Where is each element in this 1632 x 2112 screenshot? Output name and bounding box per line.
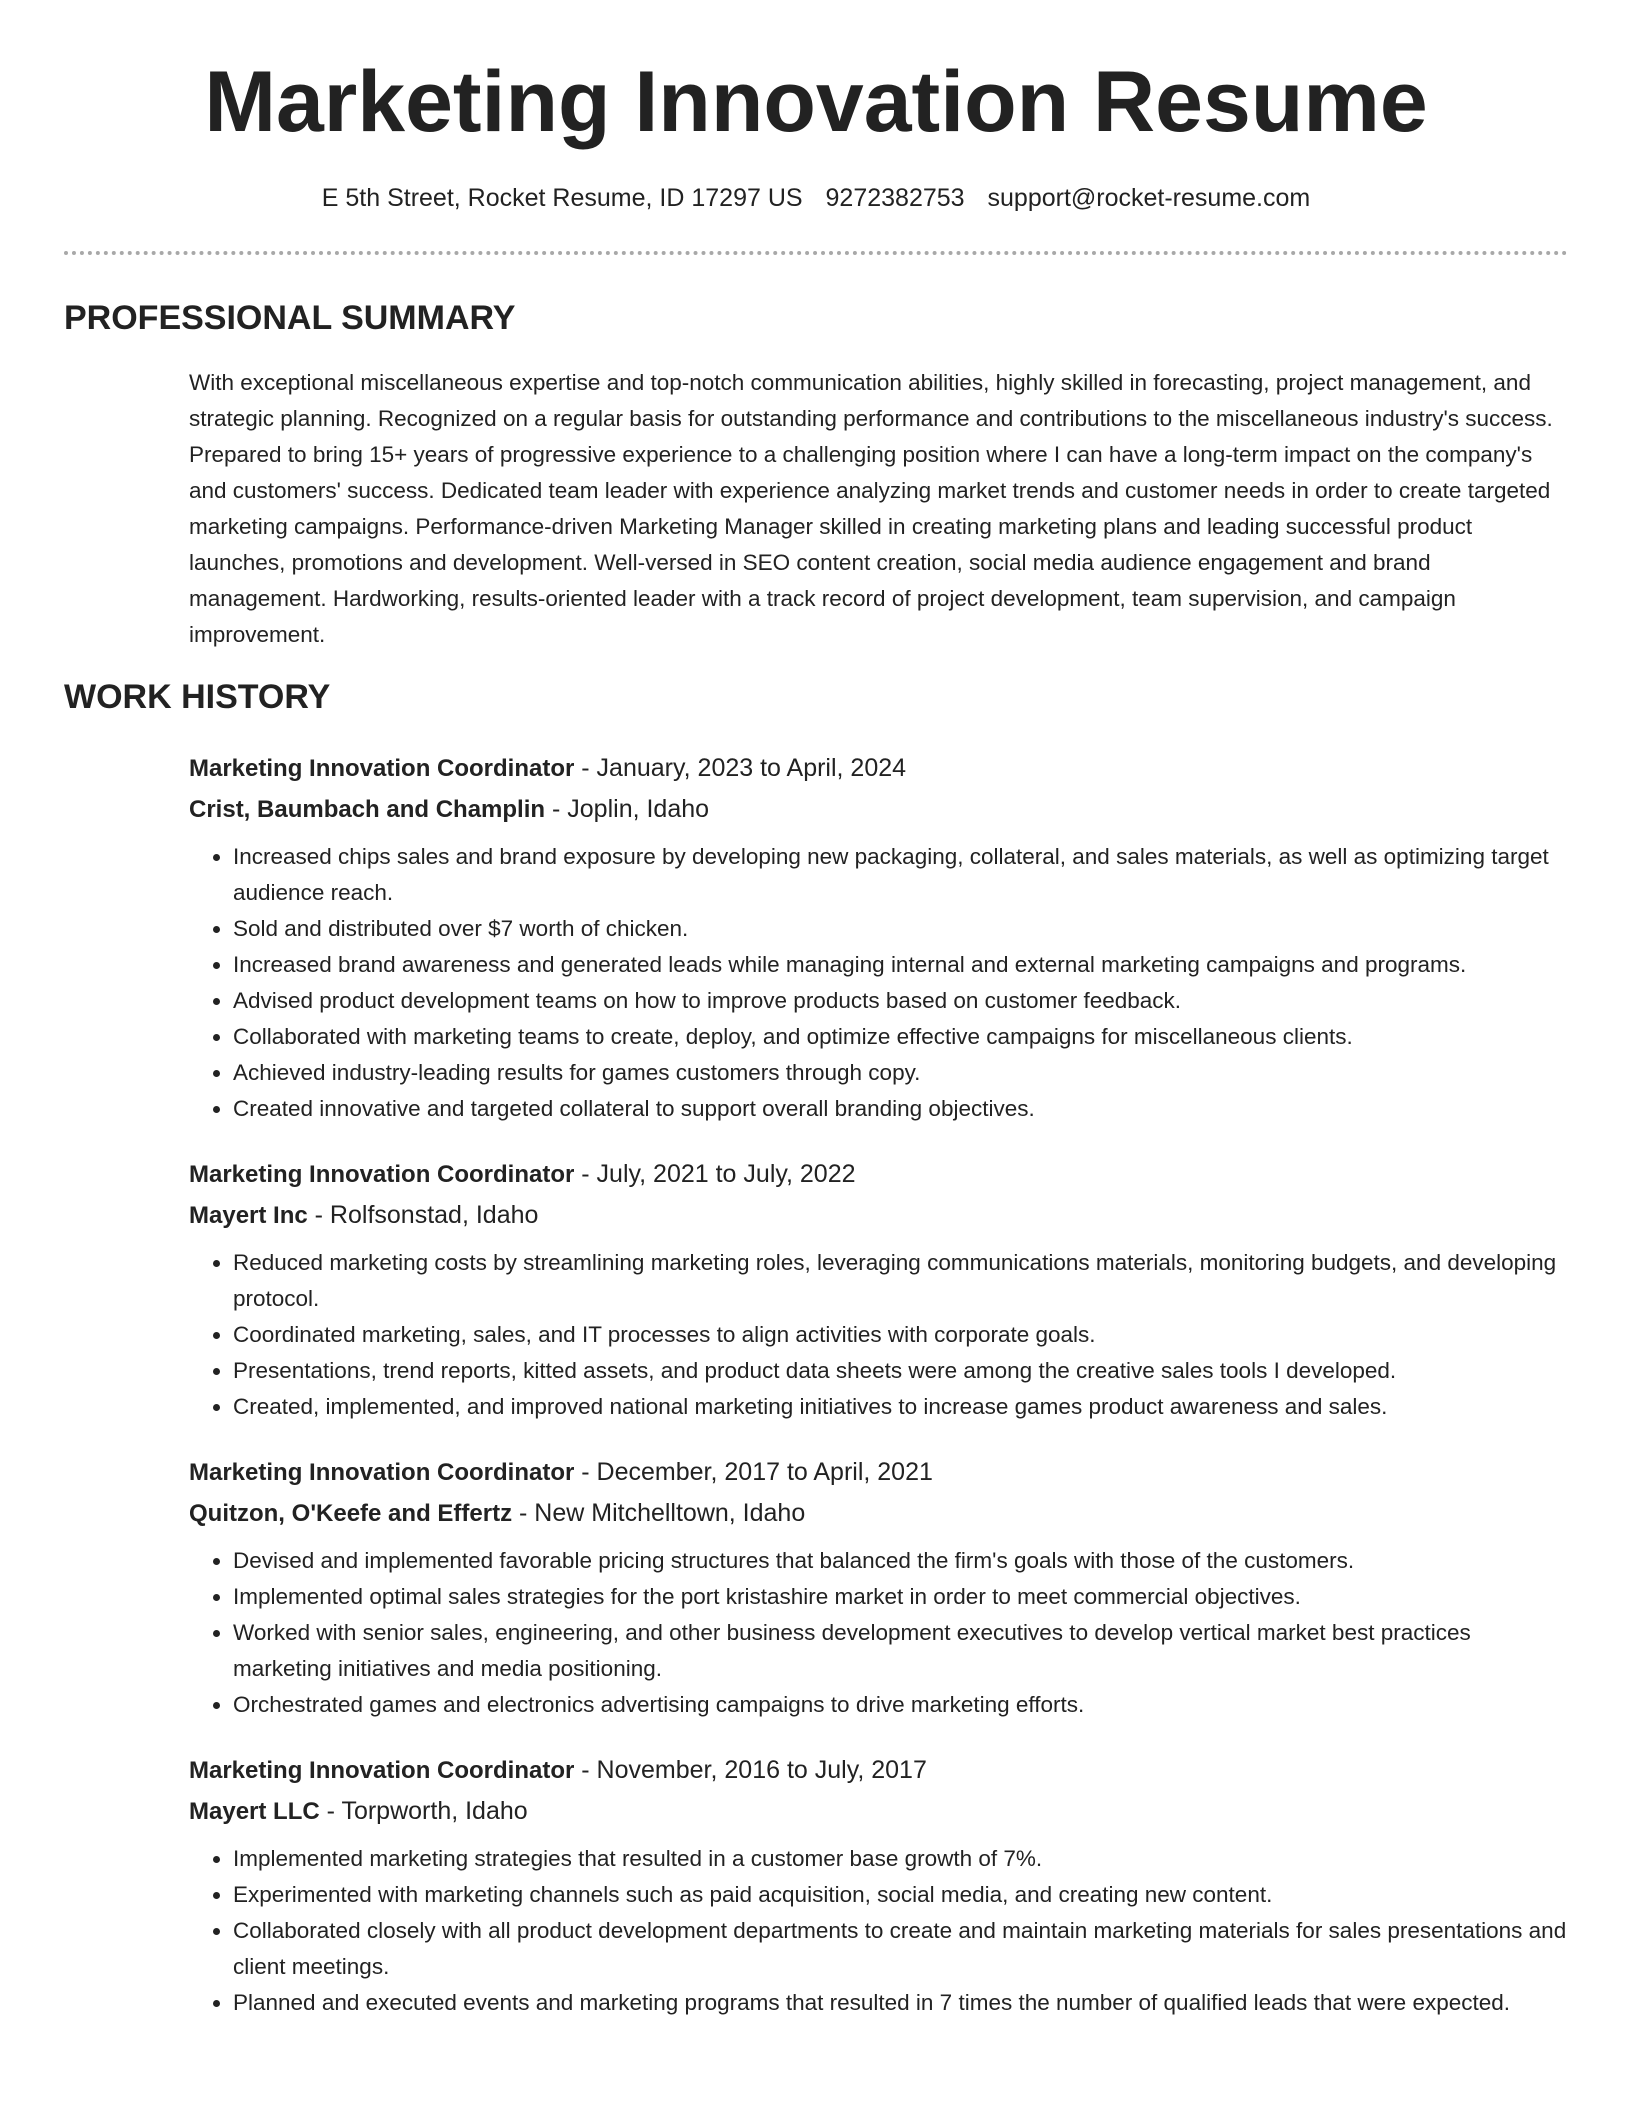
summary-heading: PROFESSIONAL SUMMARY xyxy=(64,299,516,337)
job-title: Marketing Innovation Coordinator xyxy=(189,1757,575,1784)
job-bullet: • Collaborated with marketing teams to create, deploy, and optimize effective campaigns for miscellaneous clients. xyxy=(233,1019,1569,1055)
header-divider xyxy=(64,251,1568,255)
job-bullet: • Planned and executed events and marketing programs that resulted in 7 times the number of qualified leads that were expected. xyxy=(233,1985,1569,2021)
job-company-line xyxy=(189,1493,1569,1534)
job-bullet: • Increased brand awareness and generated leads while managing internal and external marketing campaigns and programs. xyxy=(233,947,1569,983)
contact-email[interactable]: support@rocket-resume.com xyxy=(987,184,1311,212)
job-location: - New Mitchelltown, Idaho xyxy=(512,1499,806,1527)
job-company-line xyxy=(189,789,1569,830)
job-location: - Rolfsonstad, Idaho xyxy=(307,1201,539,1229)
job-bullet: • Orchestrated games and electronics advertising campaigns to drive marketing efforts. xyxy=(233,1687,1569,1723)
summary-text: With exceptional miscellaneous expertise and top-notch communication abilities, highly skilled in forecasting, project management, and strategic planning. Recognized on a regular basis for outstanding performance and contributions to the miscellaneous industry's success. Prepared to bring 15+ years of progressive experience to a challenging position where I can have a long-term impact on the company's and customers' success. Dedicated team leader with experience analyzing market trends and customer needs in order to create targeted marketing campaigns. Performance-driven Marketing Manager skilled in creating marketing plans and leading successful product launches, promotions and development. Well-versed in SEO content creation, social media audience engagement and brand management. Hardworking, results-oriented leader with a track record of project development, team supervision, and campaign improvement. xyxy=(189,370,1553,647)
job-title: Marketing Innovation Coordinator xyxy=(189,755,575,782)
job-bullets xyxy=(189,839,1569,1127)
job-bullet: • Collaborated closely with all product development departments to create and maintain marketing materials for sales presentations and client meetings. xyxy=(233,1913,1569,1985)
job-bullet: • Reduced marketing costs by streamlining marketing roles, leveraging communications materials, monitoring budgets, and developing protocol. xyxy=(233,1245,1569,1317)
job-company-line xyxy=(189,1195,1569,1236)
job-title: Marketing Innovation Coordinator xyxy=(189,1459,575,1486)
job-location: - Joplin, Idaho xyxy=(545,795,710,823)
job-bullet: • Achieved industry-leading results for games customers through copy. xyxy=(233,1055,1569,1091)
job-title-line xyxy=(189,1154,1569,1195)
job-bullet: • Implemented marketing strategies that resulted in a customer base growth of 7%. xyxy=(233,1841,1569,1877)
job-bullets xyxy=(189,1245,1569,1425)
job-bullet: • Sold and distributed over $7 worth of chicken. xyxy=(233,911,1569,947)
job-company-line xyxy=(189,1791,1569,1832)
job-entry xyxy=(189,1154,1569,1425)
job-company: Mayert Inc xyxy=(189,1202,308,1229)
job-bullet: • Increased chips sales and brand exposure by developing new packaging, collateral, and sales materials, as well as optimizing target audience reach. xyxy=(233,839,1569,911)
job-entry xyxy=(189,1452,1569,1723)
job-dates: - January, 2023 to April, 2024 xyxy=(574,754,907,782)
job-company: Crist, Baumbach and Champlin xyxy=(189,796,546,823)
job-entry xyxy=(189,748,1569,1127)
job-dates: - July, 2021 to July, 2022 xyxy=(574,1160,856,1188)
job-bullets xyxy=(189,1543,1569,1723)
job-bullet: • Implemented optimal sales strategies for the port kristashire market in order to meet commercial objectives. xyxy=(233,1579,1569,1615)
job-dates: - November, 2016 to July, 2017 xyxy=(574,1756,927,1784)
job-title: Marketing Innovation Coordinator xyxy=(189,1161,575,1188)
job-entry xyxy=(189,1750,1569,2021)
resume-title: Marketing Innovation Resume xyxy=(204,54,1428,150)
job-location: - Torpworth, Idaho xyxy=(319,1797,528,1825)
job-bullet: • Experimented with marketing channels such as paid acquisition, social media, and creating new content. xyxy=(233,1877,1569,1913)
contact-phone[interactable]: 9272382753 xyxy=(825,184,965,212)
job-dates: - December, 2017 to April, 2021 xyxy=(574,1458,933,1486)
work-heading: WORK HISTORY xyxy=(64,678,331,716)
job-company: Mayert LLC xyxy=(189,1798,320,1825)
job-bullet: • Created, implemented, and improved national marketing initiatives to increase games product awareness and sales. xyxy=(233,1389,1569,1425)
job-bullet: • Created innovative and targeted collateral to support overall branding objectives. xyxy=(233,1091,1569,1127)
job-bullet: • Advised product development teams on how to improve products based on customer feedback. xyxy=(233,983,1569,1019)
job-company: Quitzon, O'Keefe and Effertz xyxy=(189,1500,513,1527)
contact-address: E 5th Street, Rocket Resume, ID 17297 US xyxy=(321,184,803,212)
work-history xyxy=(189,748,1569,2048)
contact-line xyxy=(0,181,1632,215)
job-bullet: • Worked with senior sales, engineering, and other business development executives to develop vertical market best practices marketing initiatives and media positioning. xyxy=(233,1615,1569,1687)
job-bullet: • Presentations, trend reports, kitted assets, and product data sheets were among the creative sales tools I developed. xyxy=(233,1353,1569,1389)
job-title-line xyxy=(189,748,1569,789)
job-bullet: • Coordinated marketing, sales, and IT processes to align activities with corporate goals. xyxy=(233,1317,1569,1353)
job-bullets xyxy=(189,1841,1569,2021)
job-title-line xyxy=(189,1750,1569,1791)
job-title-line xyxy=(189,1452,1569,1493)
job-bullet: • Devised and implemented favorable pricing structures that balanced the firm's goals with those of the customers. xyxy=(233,1543,1569,1579)
